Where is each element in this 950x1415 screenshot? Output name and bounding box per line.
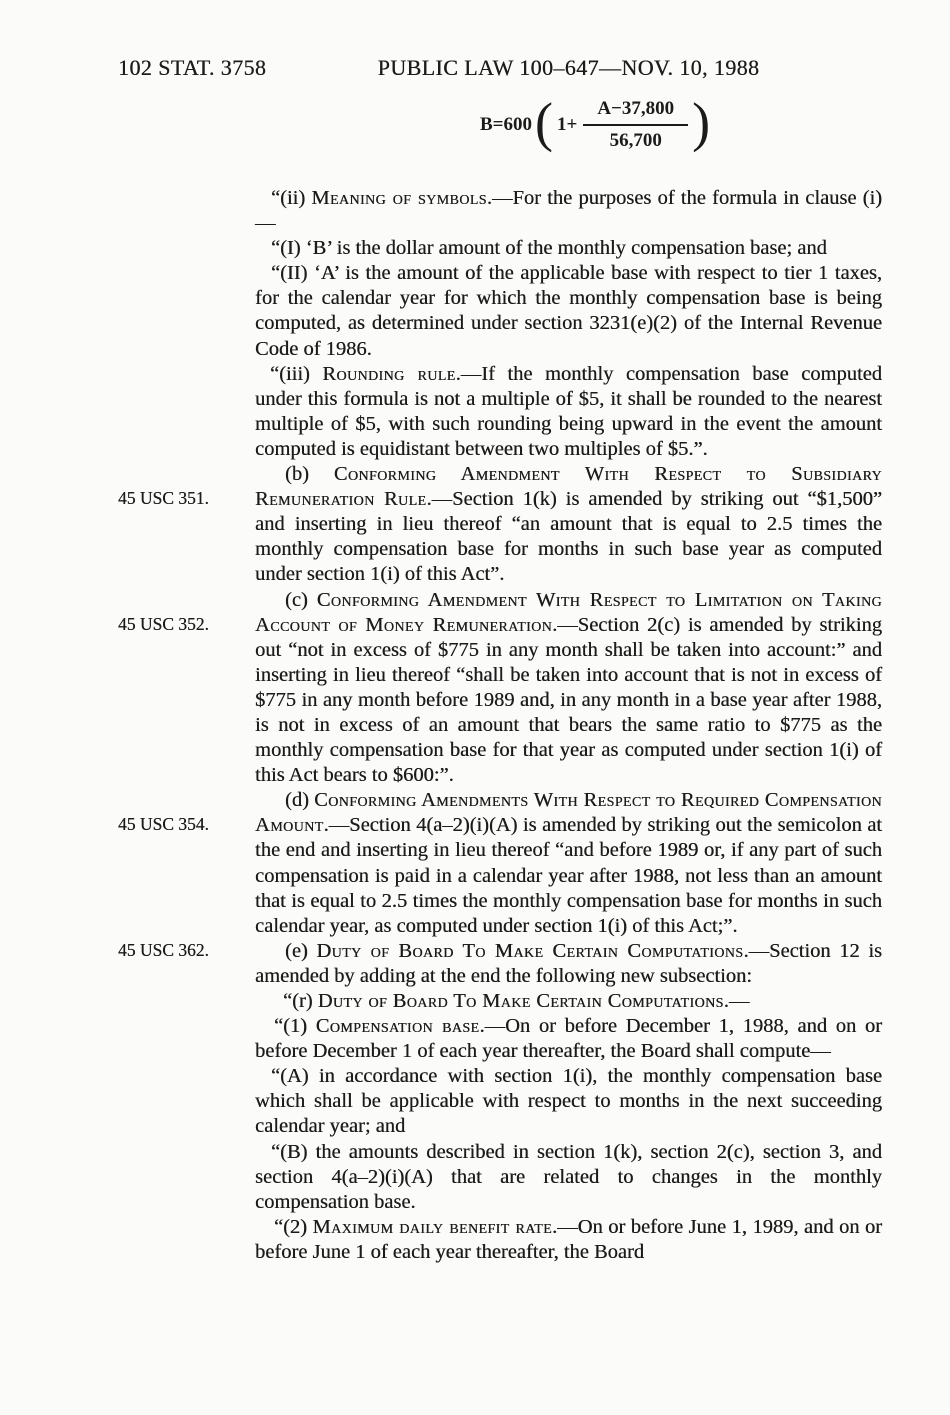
paragraph-text: “(ii) <box>271 187 312 209</box>
paragraph-text: “(1) <box>274 1015 316 1038</box>
statute-paragraph <box>255 1064 882 1139</box>
small-caps-heading: Duty of Board To Make Certain Computations <box>317 990 724 1012</box>
statute-paragraph <box>255 1140 882 1215</box>
statute-paragraph <box>255 186 882 236</box>
paragraph-text: .—Section 1(k) is amended by striking out “$1,500” and inserting in lieu thereof “an amount that is equal to 2.5 times the monthly compensation base for months in such base year as computed under section 1(i) of this Act”. <box>255 488 883 586</box>
statute-paragraph <box>255 788 882 939</box>
statute-paragraph <box>255 462 882 587</box>
statute-paragraph <box>255 1215 882 1265</box>
formula-close-paren: ) <box>692 91 711 153</box>
paragraph-text: .—Section 2(c) is amended by striking out “not in excess of $775 in any month shall be taken into account:” and inserting in lieu thereof “shall be taken into account that is not in excess of $775 in any month before 1989 and, in any month in a base year after 1988, is not in excess of an amount that bears the same ratio to $775 as the monthly compensation base for that year as computed under section 1(i) of this Act bears to $600:”. <box>255 613 882 787</box>
running-head <box>0 55 950 85</box>
paragraph-text: “(iii) <box>270 362 323 385</box>
stat-page-number: 102 STAT. 3758 <box>118 55 267 80</box>
small-caps-heading: Rounding rule <box>322 362 456 385</box>
usc-margin-note: 45 USC 351. <box>118 488 209 508</box>
formula-one-plus: 1+ <box>556 114 578 135</box>
paragraph-text: “(A) in accordance with section 1(i), the monthly compensation base which shall be applicable with respect to months in the next succeeding calendar year; and <box>255 1065 882 1138</box>
statute-paragraph <box>255 236 882 261</box>
paragraph-text: .—For the purposes of the formula in clause (i)— <box>255 187 882 235</box>
statute-paragraph <box>255 362 882 462</box>
formula-denominator: 56,700 <box>609 130 662 151</box>
small-caps-heading: Maximum daily benefit rate <box>312 1215 553 1238</box>
paragraph-text: .—If the monthly compensation base computed under this formula is not a multiple of $5, it shall be rounded to the nearest multiple of $5, with such rounding being upward in the event the amount computed is equidistant between two multiples of $5.”. <box>255 362 882 460</box>
small-caps-heading: Conforming Amendment With Respect to Subsidiary Remuneration Rule <box>255 463 883 511</box>
usc-margin-note: 45 USC 352. <box>118 614 209 634</box>
statute-paragraph <box>255 989 882 1014</box>
statute-paragraph <box>255 939 882 989</box>
small-caps-heading: Conforming Amendments With Respect to Required Compensation Amount <box>255 789 883 837</box>
paragraph-text: (c) <box>285 588 317 611</box>
paragraph-text: .—Section 4(a–2)(i)(A) is amended by striking out the semicolon at the end and inserting in lieu thereof “and before 1989 or, if any part of such compensation is paid in a calendar year after 1988, not less than an amount that is equal to 2.5 times the monthly compensation base for months in such calendar year, as computed under section 1(i) of this Act;”. <box>255 814 882 937</box>
small-caps-heading: Compensation base <box>315 1015 480 1038</box>
usc-margin-note: 45 USC 362. <box>118 940 209 960</box>
formula-numerator: A−37,800 <box>583 98 688 126</box>
statute-paragraph <box>255 588 882 789</box>
public-law-heading: PUBLIC LAW 100–647—NOV. 10, 1988 <box>377 55 760 80</box>
paragraph-text: “(I) ‘B’ is the dollar amount of the monthly compensation base; and <box>271 237 827 260</box>
document-body <box>255 186 882 1265</box>
paragraph-text: “(II) ‘A’ is the amount of the applicable base with respect to tier 1 taxes, for the calendar year for which the monthly compensation base is being computed, as determined under section 3231(e)(2) of the Internal Revenue Code of 1986. <box>255 262 882 360</box>
formula-lhs: B=600 <box>480 114 532 135</box>
statute-paragraph <box>255 1014 882 1064</box>
paragraph-text: .—On or before June 1, 1989, and on or before June 1 of each year thereafter, the Board <box>255 1215 882 1263</box>
paragraph-text: “(r) <box>283 990 318 1012</box>
usc-margin-note: 45 USC 354. <box>118 814 209 834</box>
paragraph-text: .— <box>723 990 750 1012</box>
small-caps-heading: Duty of Board To Make Certain Computations <box>316 939 744 962</box>
formula-open-paren: ( <box>535 91 553 153</box>
paragraph-text: .—On or before December 1, 1988, and on or before December 1 of each year thereafter, the Board shall compute— <box>255 1015 882 1063</box>
paragraph-text: “(B) the amounts described in section 1(k), section 2(c), section 3, and section 4(a–2)(i)(A) that are related to changes in the monthly compensation base. <box>255 1140 882 1213</box>
statute-paragraph <box>255 261 882 361</box>
paragraph-text: .—Section 12 is amended by adding at the end the following new subsection: <box>255 939 882 987</box>
small-caps-heading: Conforming Amendment With Respect to Limitation on Taking Account of Money Remuneration <box>255 588 882 636</box>
paragraph-text: (d) <box>285 789 315 812</box>
paragraph-text: (b) <box>285 463 334 486</box>
small-caps-heading: Meaning of symbols <box>311 187 487 209</box>
paragraph-text: “(2) <box>274 1215 313 1238</box>
formula-fraction <box>583 98 688 152</box>
compensation-base-formula <box>480 91 711 153</box>
paragraph-text: (e) <box>285 939 317 962</box>
